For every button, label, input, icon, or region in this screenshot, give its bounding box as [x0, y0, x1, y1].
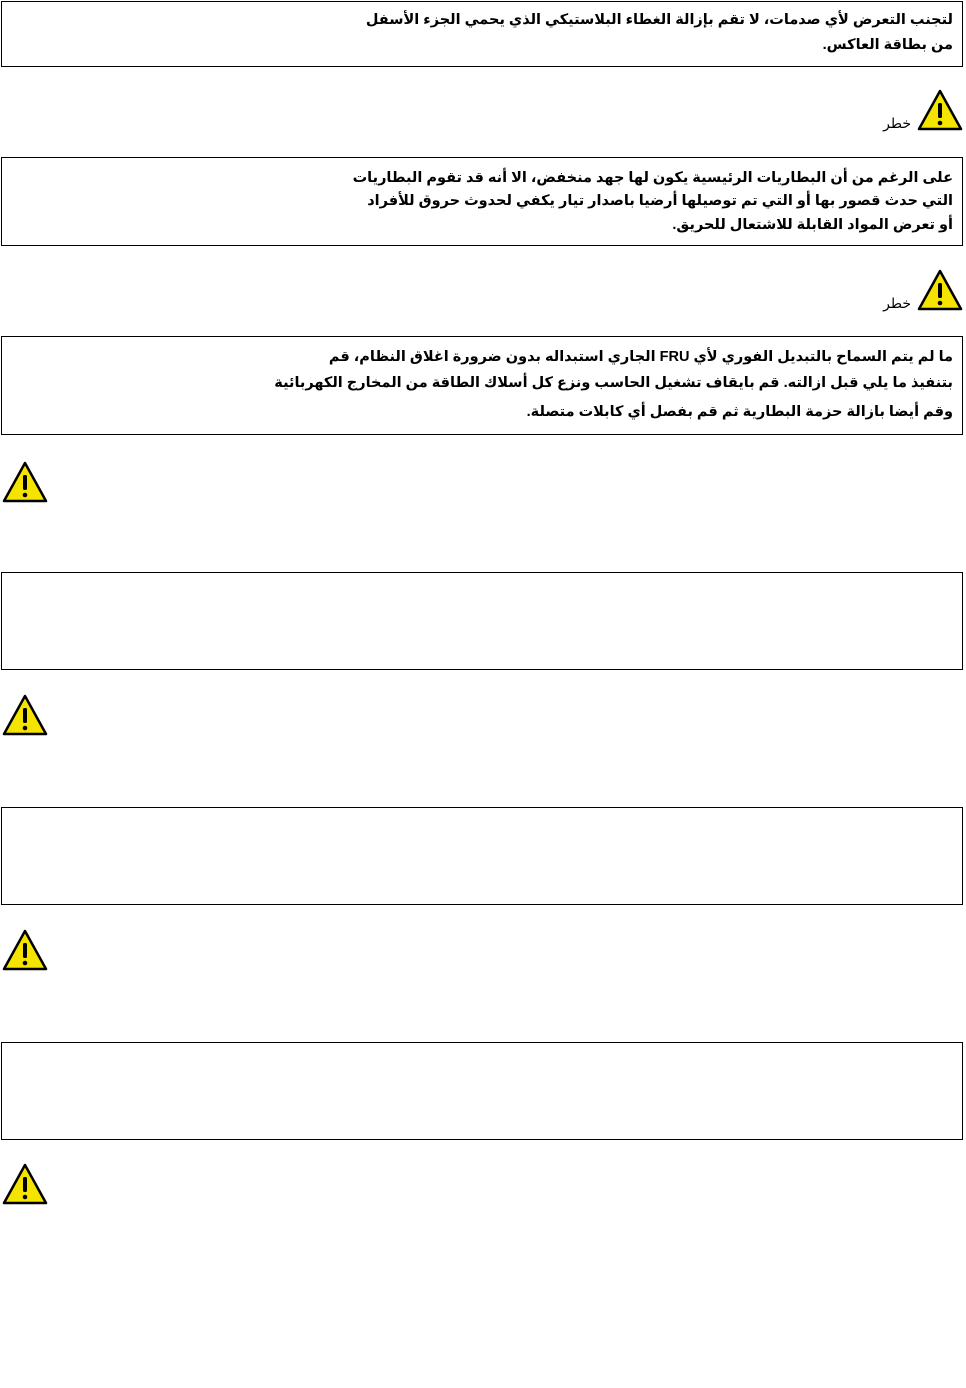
- danger-label: خطر: [883, 115, 911, 131]
- warning-icon: [917, 269, 963, 311]
- notice-2-line-2: التي حدث قصور بها أو التي تم توصيلها أرضيا باصدار تيار يكفي لحدوث حروق للأفراد: [367, 193, 953, 209]
- notice-3-line-3: وقم أيضا بازالة حزمة البطارية ثم قم بفصل أي كابلات متصلة.: [526, 404, 953, 420]
- notice-2-line-1: على الرغم من أن البطاريات الرئيسية يكون لها جهد منخفض، الا أنه قد تقوم البطاريات: [352, 170, 953, 186]
- warning-icon: [2, 1163, 48, 1205]
- notice-3-line-2: بتنفيذ ما يلي قبل ازالته. قم بايقاف تشغيل الحاسب ونزع كل أسلاك الطاقة من المخارج الكهربائية: [274, 375, 953, 391]
- notice-box-5: [1, 807, 963, 905]
- danger-heading-1: [883, 89, 963, 131]
- notice-2-line-3: أو تعرض المواد القابلة للاشتعال للحريق.: [672, 217, 953, 233]
- warning-icon: [2, 694, 48, 736]
- danger-label: خطر: [883, 295, 911, 311]
- danger-heading-2: [883, 269, 963, 311]
- notice-3-line-1: ما لم يتم السماح بالتبديل الفوري لأي FRU الجاري استبداله بدون ضرورة اغلاق النظام، قم: [328, 349, 953, 365]
- notice-box-2: [1, 157, 963, 246]
- notice-1-line-1: لتجنب التعرض لأي صدمات، لا تقم بإزالة الغطاء البلاستيكي الذي يحمي الجزء الأسفل: [365, 12, 953, 28]
- warning-icon: [2, 929, 48, 971]
- notice-box-6: [1, 1042, 963, 1140]
- notice-box-4: [1, 572, 963, 670]
- notice-box-1: [1, 1, 963, 67]
- notice-box-3: [1, 336, 963, 435]
- notice-1-line-2: من بطاقة العاكس.: [822, 37, 953, 53]
- warning-icon: [2, 461, 48, 503]
- warning-icon: [917, 89, 963, 131]
